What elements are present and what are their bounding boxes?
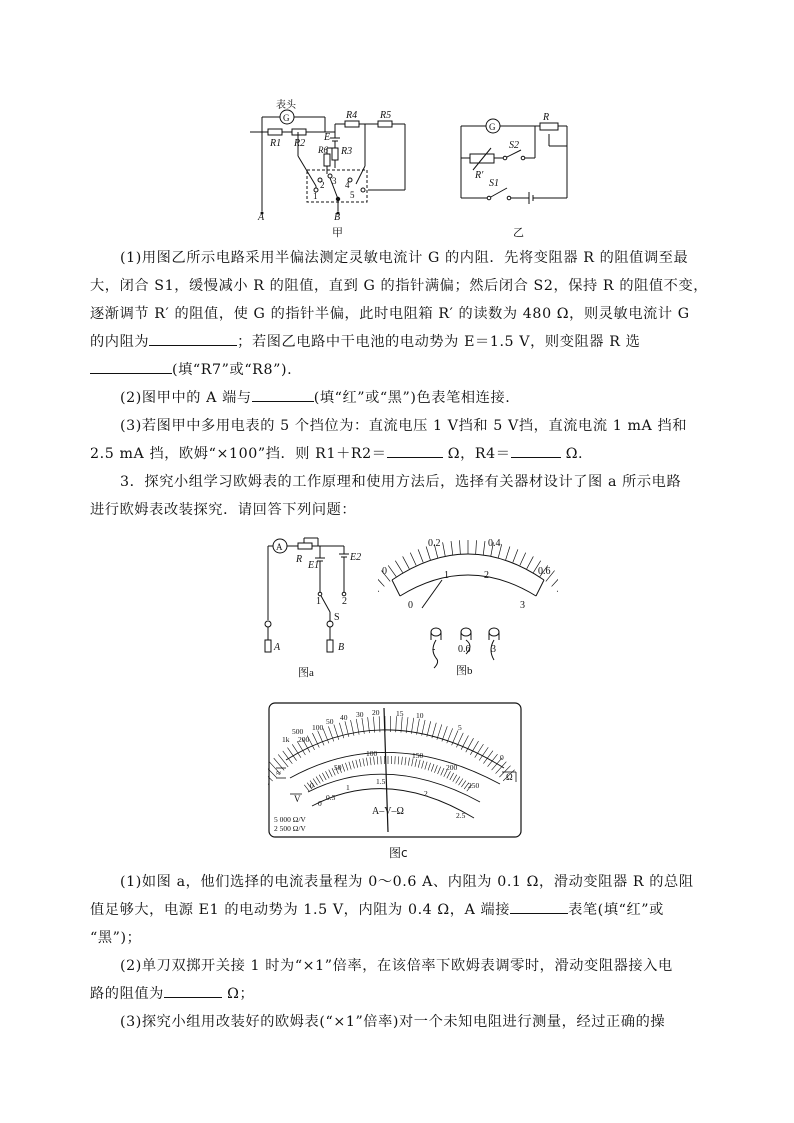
c-ohm-1k: 1k	[282, 735, 290, 744]
caption-fig-c: 图c	[389, 846, 408, 860]
q3-part3	[120, 1008, 675, 1036]
b-bot-tick-0: 0	[408, 600, 413, 611]
q2-p1-line5b: (填“R7”或“R8”).	[172, 362, 293, 378]
q2-p3-line1: (3)若图甲中多用电表的 5 个挡位为：直流电压 1 V挡和 5 V挡，直流电流 1 mA 挡和	[120, 418, 688, 434]
b-bot-tick-2: 2	[484, 570, 489, 581]
c-dc-250: 250	[468, 781, 480, 790]
c-ac-15: 1.5	[376, 777, 386, 786]
q3-intro-line2: 进行欧姆表改装探究．请回答下列问题：	[90, 502, 357, 518]
q2-p3-line2a: 2.5 mA 挡，欧姆“×100”挡．则 R1＋R2＝	[90, 446, 387, 462]
label-r2: R2	[294, 138, 306, 149]
c-ohm-100: 100	[312, 723, 324, 732]
scale-tick-mark	[378, 576, 384, 586]
label-g: G	[283, 113, 290, 123]
meter-fig-b	[378, 528, 558, 678]
a-label-a: A	[274, 642, 281, 653]
c-ohm-15: 15	[396, 709, 404, 718]
b-terminal-neg: -	[432, 644, 436, 655]
scale-tick-mark	[451, 541, 453, 555]
caption-jia: 甲	[332, 227, 343, 239]
c-ohm-40: 40	[340, 713, 348, 722]
b-top-tick-1: 0.2	[428, 538, 441, 549]
q3-intro	[90, 468, 682, 524]
scale-tick-mark	[506, 547, 510, 560]
scale-tick-mark	[557, 582, 558, 592]
answer-blank-pen-color[interactable]	[252, 387, 314, 402]
label-head: 表头	[276, 100, 296, 111]
c-dc-150: 150	[412, 751, 424, 760]
a-label-n2: 2	[342, 596, 347, 607]
c-spec-2: 2 500 Ω/V	[274, 824, 306, 833]
caption-fig-a: 图a	[298, 667, 314, 679]
answer-blank-a-pen[interactable]	[510, 899, 568, 914]
answer-blank-rheostat[interactable]	[90, 359, 172, 374]
q3-p3-line1: (3)探究小组用改装好的欧姆表(“×1”倍率)对一个未知电阻进行测量，经过正确的操	[120, 1014, 666, 1030]
caption-fig-b: 图b	[456, 665, 473, 677]
c-ohm-10: 10	[416, 711, 424, 720]
c-spec-1: 5 000 Ω/V	[274, 815, 306, 824]
b-top-tick-0: 0	[382, 566, 387, 577]
q2-p1-line3: 逐渐调节 R′ 的阻值，使 G 的指针半偏，此时电阻箱 R′ 的读数为 480 Ω，则灵敏电流计 G	[90, 306, 690, 322]
answer-blank-zero-resistance[interactable]	[164, 983, 222, 998]
q2-part3	[90, 412, 688, 468]
scale-tick-mark	[459, 540, 460, 554]
q2-p1-line2: 大，闭合 S1，缓慢减小 R 的阻值，直到 G 的指针满偏；然后闭合 S2，保持 R 的阻值不变，	[90, 278, 709, 294]
q3-p1-line1: (1)如图 a，他们选择的电流表量程为 0～0.6 A、内阻为 0.1 Ω，滑动变阻器 R 的总阻	[120, 874, 694, 890]
c-ohm-200: 200	[298, 735, 310, 744]
c-dc-0: 0	[310, 781, 314, 790]
scale-tick-mark	[483, 541, 485, 555]
circuit-yi	[455, 108, 575, 240]
answer-blank-resistance[interactable]	[149, 331, 237, 346]
q3-p2-line1: (2)单刀双掷开关接 1 时为“×1”倍率，在该倍率下欧姆表调零时，滑动变阻器接入电	[120, 958, 673, 974]
c-ac-25: 2.5	[456, 811, 466, 820]
c-ohm-50: 50	[326, 717, 334, 726]
scale-tick-mark	[418, 549, 423, 562]
yi-label-g: G	[489, 122, 496, 132]
a-label-e1: E1	[308, 560, 320, 571]
label-r6: R6	[318, 145, 328, 155]
scale-tick-mark	[443, 542, 446, 556]
label-r4: R4	[346, 110, 358, 121]
q3-part2	[90, 952, 675, 1008]
c-ac-05: 0.5	[326, 793, 336, 802]
label-b: B	[334, 212, 341, 223]
label-n4: 4	[345, 180, 350, 190]
scale-tick-mark	[388, 565, 396, 576]
a-label-s: S	[334, 612, 340, 623]
b-top-tick-3: 0.6	[538, 566, 551, 577]
q2-p1-line4a: 的内阻为	[90, 334, 150, 350]
c-unit-ohm: Ω	[506, 772, 513, 782]
q2-p1-line4b: ；若图乙电路中干电池的电动势为 E＝1.5 V，则变阻器 R 选	[237, 334, 641, 350]
q3-p1-line2a: 值足够大，电源 E1 的电动势为 1.5 V，内阻为 0.4 Ω，A 端接	[90, 902, 511, 918]
c-label-avo: A–V–Ω	[372, 806, 404, 817]
a-label-ammeter: A	[276, 542, 283, 552]
label-r3: R3	[341, 146, 353, 157]
a-label-r: R	[296, 554, 303, 565]
b-terminal-3: 3	[491, 644, 496, 655]
label-e: E	[324, 132, 331, 143]
q2-part1	[90, 244, 709, 384]
c-dc-100: 100	[366, 749, 378, 758]
label-r1: R1	[270, 138, 282, 149]
c-label-v: V	[294, 794, 301, 804]
c-label-ac: ≈	[276, 768, 281, 778]
q2-p1-line1: (1)用图乙所示电路采用半偏法测定灵敏电流计 G 的内阻．先将变阻器 R 的阻值调至最	[120, 250, 689, 266]
label-a: A	[258, 212, 265, 223]
yi-label-s2: S2	[509, 140, 519, 151]
c-ohm-30: 30	[356, 710, 364, 719]
q2-p2-a: (2)图甲中的 A 端与	[120, 390, 252, 406]
scale-tick-mark	[403, 556, 410, 568]
scale-tick-mark	[513, 549, 518, 562]
caption-yi: 乙	[513, 227, 524, 239]
c-ohm-0: 0	[500, 753, 504, 762]
multimeter-dial-fig-c	[268, 702, 522, 838]
c-ac-1: 1	[346, 783, 350, 792]
q3-p1-line3: “黑”)；	[90, 930, 142, 946]
b-terminal-06: 0.6	[458, 644, 471, 655]
circuit-fig-a	[258, 532, 378, 680]
a-label-n1: 1	[316, 596, 321, 607]
c-ohm-500: 500	[292, 727, 304, 736]
q2-p3-line2b: Ω，R4＝	[447, 446, 511, 462]
q3-p2-line2a: 路的阻值为	[90, 986, 164, 1002]
scale-tick-mark	[527, 556, 534, 568]
scale-tick-mark	[520, 553, 526, 566]
q2-p2-b: (填“红”或“黑”)色表笔相连接.	[313, 390, 511, 406]
c-dc-200: 200	[446, 763, 458, 772]
yi-label-s1: S1	[489, 178, 499, 189]
c-ac-0: 0	[318, 799, 322, 808]
q3-p1-line2b: 表笔(填“红”或	[568, 902, 664, 918]
c-ac-2: 2	[424, 789, 428, 798]
b-bot-tick-3: 3	[520, 600, 525, 611]
b-top-tick-2: 0.4	[488, 538, 501, 549]
scale-tick-mark	[395, 561, 402, 573]
b-bot-tick-1: 1	[444, 570, 449, 581]
q3-intro-line1: 3．探究小组学习欧姆表的工作原理和使用方法后，选择有关器材设计了图 a 所示电路	[120, 474, 682, 490]
q3-p2-line2b: Ω；	[227, 986, 255, 1002]
c-ohm-5: 5	[458, 723, 462, 732]
label-r5: R5	[380, 110, 392, 121]
scale-tick-mark	[410, 553, 416, 566]
c-dc-50: 50	[334, 763, 342, 772]
circuit-jia	[250, 96, 420, 246]
answer-blank-r1r2[interactable]	[387, 443, 443, 458]
a-label-e2: E2	[350, 552, 362, 563]
q3-part1	[90, 868, 694, 952]
scale-tick-mark	[476, 540, 477, 554]
a-label-b: B	[338, 642, 345, 653]
label-n1: 1	[313, 191, 318, 201]
q2-part2	[120, 384, 675, 412]
yi-label-rp: R′	[475, 170, 484, 181]
c-ohm-20: 20	[372, 708, 380, 717]
scale-tick-mark	[552, 576, 558, 586]
label-n3: 3	[332, 176, 337, 186]
scale-tick-mark	[378, 582, 379, 592]
q2-p3-line2c: Ω.	[565, 446, 584, 462]
label-n5: 5	[350, 190, 355, 200]
answer-blank-r4[interactable]	[511, 443, 561, 458]
yi-label-r: R	[543, 112, 550, 123]
label-n2: 2	[320, 180, 325, 190]
